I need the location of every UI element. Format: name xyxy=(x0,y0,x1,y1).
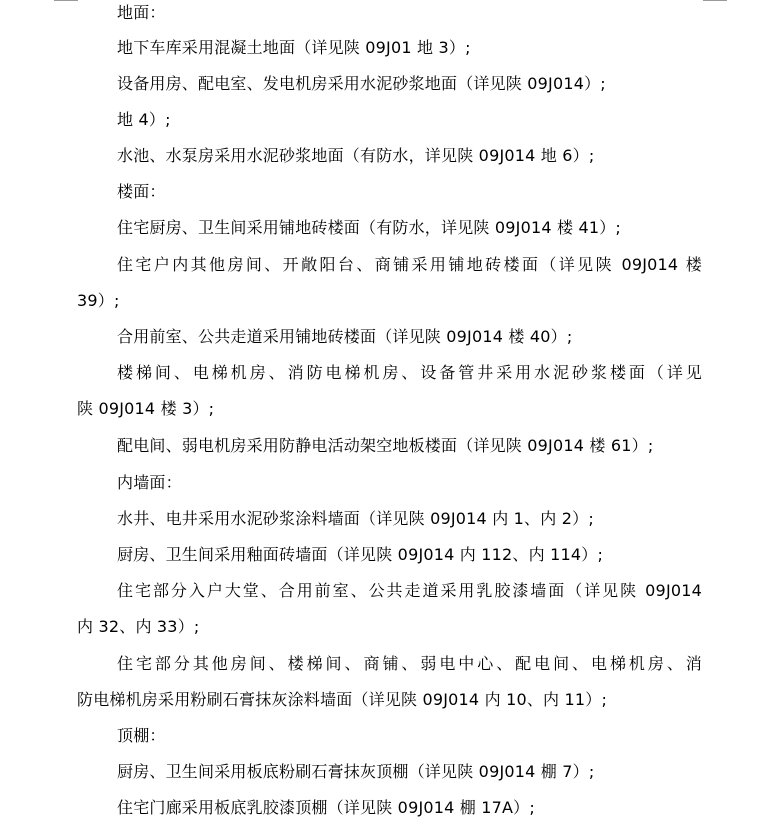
heading-ceiling: 顶棚： xyxy=(117,726,166,745)
paragraph-line: 住宅部分其他房间、楼梯间、商铺、弱电中心、配电间、电梯机房、消 xyxy=(117,654,702,673)
paragraph-line: 水井、电井采用水泥砂浆涂料墙面（详见陕 09J014 内 1、内 2）; xyxy=(117,509,594,528)
paragraph-line: 地 4）; xyxy=(117,110,171,129)
paragraph-line: 内 32、内 33）; xyxy=(77,617,200,636)
paragraph-line: 合用前室、公共走道采用铺地砖楼面（详见陕 09J014 楼 40）; xyxy=(117,327,573,346)
heading-interior-wall: 内墙面： xyxy=(117,473,182,492)
paragraph-line: 楼梯间、电梯机房、消防电梯机房、设备管井采用水泥砂浆楼面（详见 xyxy=(117,363,702,382)
paragraph-line: 地下车库采用混凝土地面（详见陕 09J01 地 3）; xyxy=(117,38,471,57)
paragraph-line: 39）; xyxy=(77,291,120,310)
paragraph-line: 陕 09J014 楼 3）; xyxy=(77,399,215,418)
paragraph-line: 配电间、弱电机房采用防静电活动架空地板楼面（详见陕 09J014 楼 61）; xyxy=(117,436,654,455)
paragraph-line: 防电梯机房采用粉刷石膏抹灰涂料墙面（详见陕 09J014 内 10、内 11）; xyxy=(77,690,608,709)
paragraph-line: 住宅户内其他房间、开敞阳台、商铺采用铺地砖楼面（详见陕 09J014 楼 xyxy=(117,255,702,274)
paragraph-line: 住宅门廊采用板底乳胶漆顶棚（详见陕 09J014 棚 17A）; xyxy=(117,798,535,817)
paragraph-line: 住宅部分入户大堂、合用前室、公共走道采用乳胶漆墙面（详见陕 09J014 xyxy=(117,581,702,600)
paragraph-line: 住宅厨房、卫生间采用铺地砖楼面（有防水，详见陕 09J014 楼 41）; xyxy=(117,218,622,237)
paragraph-line: 厨房、卫生间采用板底粉刷石膏抹灰顶棚（详见陕 09J014 棚 7）; xyxy=(117,762,595,781)
page-corner-mark-right xyxy=(703,0,727,1)
heading-floor-upper: 楼面： xyxy=(117,182,166,201)
paragraph-line: 设备用房、配电室、发电机房采用水泥砂浆地面（详见陕 09J014）; xyxy=(117,74,606,93)
paragraph-line: 水池、水泵房采用水泥砂浆地面（有防水，详见陕 09J014 地 6）; xyxy=(117,146,595,165)
paragraph-line: 厨房、卫生间采用釉面砖墙面（详见陕 09J014 内 112、内 114）; xyxy=(117,545,604,564)
heading-floor: 地面： xyxy=(117,3,166,22)
page-corner-mark-left xyxy=(54,0,78,1)
